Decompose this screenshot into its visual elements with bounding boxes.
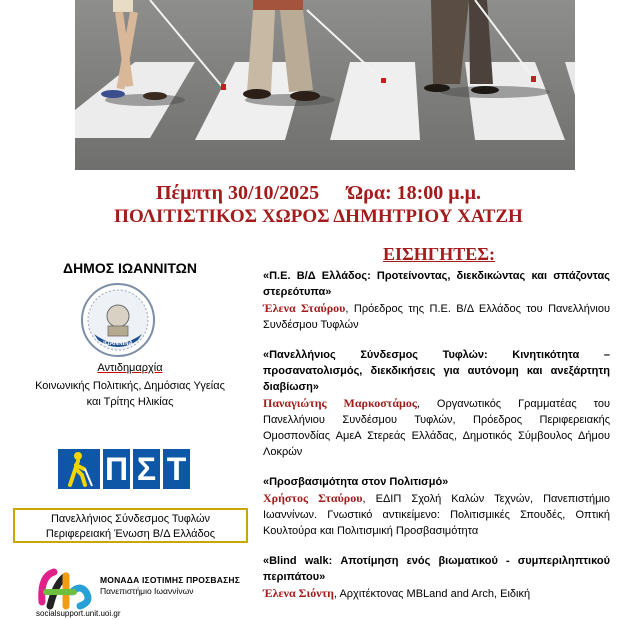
speaker-name: Έλενα Σιόντη (263, 586, 334, 600)
talk-title: «Π.Ε. Β/Δ Ελλάδος: Προτείνοντας, διεκδικώντας και σπάζοντας στερεότυπα» (263, 270, 610, 298)
deputy-line-1: Κοινωνικής Πολιτικής, Δημόσιας Υγείας (35, 380, 225, 392)
deputy-line-2: και Τρίτης Ηλικίας (86, 396, 174, 408)
event-datetime (0, 182, 637, 205)
union-line-1: Πανελλήνιος Σύνδεσμος Τυφλών (50, 513, 211, 525)
talk-body (263, 490, 610, 539)
deputy-mayoralty-description (0, 378, 260, 410)
speakers-heading: ΕΙΣΗΓΗΤΕΣ: (383, 244, 496, 264)
pst-letter: Τ (163, 449, 190, 489)
talk-body (263, 585, 610, 602)
event-date: Πέμπτη 30/10/2025 (156, 182, 320, 204)
speaker-name: Έλενα Σταύρου (263, 301, 346, 315)
pst-letter: Π (104, 451, 129, 487)
union-line-2: Περιφερειακή Ένωση Β/Δ Ελλάδος (45, 528, 216, 540)
accessibility-unit-title: ΜΟΝΑΔΑ ΙΣΟΤΙΜΗΣ ΠΡΟΣΒΑΣΗΣ (100, 575, 241, 585)
speaker-bio: , Αρχιτέκτονας MBLand and Arch, Ειδική (333, 588, 531, 600)
speaker-bio: , ΕΔΙΠ Σχολή Καλών Τεχνών, Πανεπιστήμιο Ιωαννίνων. Γνωστικό αντικείμενο: Πολιτισμικές Σπουδές, Οπτική Κουλτούρα και Πολιτισμική Προσβασιμότητα (263, 493, 610, 537)
talk-item (263, 474, 610, 539)
speaker-bio: , Πρόεδρος της Π.Ε. Β/Δ Ελλάδος του Πανελλήνιου Συνδέσμου Τυφλών (263, 303, 610, 331)
pst-logo (58, 449, 190, 489)
deputy-mayoralty-title: Αντιδημαρχία (97, 362, 163, 374)
accessibility-unit-url[interactable]: socialsupport.unit.uoi.gr (36, 609, 121, 618)
speaker-name: Χρήστος Σταύρου (263, 491, 363, 505)
pst-letter: Σ (133, 449, 160, 489)
speaker-bio: , Οργανωτικός Γραμματέας του Πανελλήνιου Συνδέσμου Τυφλών, Πρόεδρος Περιφερειακής Ομοσπονδίας ΑμεΑ Στερεάς Ελλάδας, Δημοτικός Σύμβουλος Δήμου Λοκρών (263, 398, 610, 458)
event-time: Ώρα: 18:00 μ.μ. (347, 182, 481, 204)
walking-person-icon (58, 449, 100, 489)
talk-title: «Blind walk: Αποτίμηση ενός βιωματικού - συμπεριληπτικού περιπάτου» (263, 555, 610, 583)
municipality-title: ΔΗΜΟΣ ΙΩΑΝΝΙΤΩΝ (63, 260, 197, 276)
talk-item (263, 347, 610, 460)
talk-item (263, 268, 610, 333)
talk-item (263, 553, 610, 602)
accessibility-unit-logo-icon (36, 562, 94, 614)
accessibility-unit-subtitle: Πανεπιστήμιο Ιωαννίνων (100, 586, 194, 596)
talk-body (263, 300, 610, 333)
crosswalk-photo (75, 0, 575, 170)
regional-union-box (13, 508, 248, 543)
event-venue: ΠΟΛΙΤΙΣΤΙΚΟΣ ΧΩΡΟΣ ΔΗΜΗΤΡΙΟΥ ΧΑΤΖΗ (114, 206, 523, 227)
speaker-name: Παναγιώτης Μαρκοστάμος (263, 396, 417, 410)
municipality-seal-icon (80, 282, 156, 358)
talk-title: «Προσβασιμότητα στον Πολιτισμό» (263, 476, 449, 488)
talks-list (263, 268, 610, 616)
talk-title: «Πανελλήνιος Σύνδεσμος Τυφλών: Κινητικότητα – προσανατολισμός, διεκδικήσεις για αυτόνομη και ανεξάρτητη διαβίωση» (263, 349, 610, 393)
seal-text: ΙΩΑΝΝΙΝΑ (103, 341, 133, 347)
talk-body (263, 395, 610, 460)
